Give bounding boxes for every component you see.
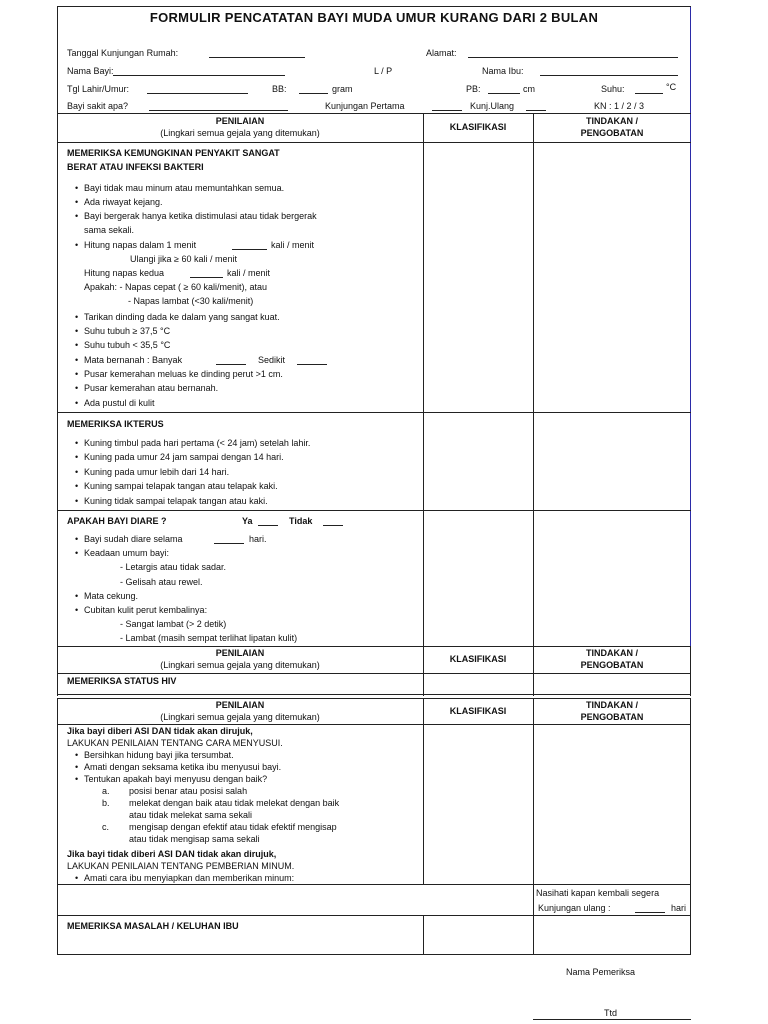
sec3-item: • Bayi sudah diare selama — [84, 534, 183, 545]
sec1-item[interactable]: • Suhu tubuh ≥ 37,5 °C — [84, 326, 170, 337]
col-klasifikasi: KLASIFIKASI — [449, 122, 507, 132]
sec3-item[interactable]: • Mata cekung. — [84, 591, 138, 602]
napas-1-field[interactable] — [232, 240, 267, 250]
sec1-title-1: MEMERIKSA KEMUNGKINAN PENYAKIT SANGAT — [67, 148, 280, 158]
diare-tidak-field[interactable] — [323, 516, 343, 526]
tanggal-label: Tanggal Kunjungan Rumah: — [67, 48, 179, 58]
sec1-item[interactable]: • Ada riwayat kejang. — [84, 197, 163, 208]
col1-mid — [423, 412, 424, 646]
table1-bottom — [57, 412, 691, 413]
table1-col1 — [423, 113, 424, 413]
sec5-line: Jika bayi tidak diberi ASI DAN tidak akan dirujuk, — [67, 849, 277, 859]
sec5-line: Jika bayi diberi ASI DAN tidak akan dirujuk, — [67, 726, 253, 736]
sec1-item[interactable]: • Bayi bergerak hanya ketika distimulasi atau tidak bergerak — [84, 211, 317, 222]
kunjungan-ulang-field[interactable] — [635, 903, 665, 913]
option-label: b. — [102, 798, 110, 808]
tgl-lahir-field[interactable] — [147, 84, 248, 94]
sec2-item[interactable]: • Kuning sampai telapak tangan atau telapak kaki. — [84, 481, 278, 492]
sec3-subitem[interactable]: - Letargis atau tidak sadar. — [120, 562, 227, 572]
bb-field[interactable] — [299, 84, 328, 94]
sec3-subitem[interactable]: - Lambat (masih sempat terlihat lipatan kulit) — [120, 633, 298, 643]
tanggal-field[interactable] — [209, 48, 305, 58]
col-tindakan: TINDAKAN / — [586, 648, 638, 658]
col-pengobatan: PENGOBATAN — [580, 660, 644, 670]
banyak-field[interactable] — [216, 355, 246, 365]
option-label: a. — [102, 786, 110, 796]
sec3-subitem[interactable]: - Sangat lambat (> 2 detik) — [120, 619, 227, 629]
sec4-title: MEMERIKSA STATUS HIV — [67, 676, 177, 686]
frame-top — [57, 6, 691, 7]
sec1-item-cont: sama sekali. — [84, 225, 135, 235]
form-title: FORMULIR PENCATATAN BAYI MUDA UMUR KURANG DARI 2 BULAN — [149, 10, 599, 25]
sec5-line: LAKUKAN PENILAIAN TENTANG CARA MENYUSUI. — [67, 738, 283, 748]
cm-unit: cm — [523, 84, 535, 94]
napas-lambat-option[interactable]: - Napas lambat (<30 kali/menit) — [128, 296, 254, 306]
sec1-item[interactable]: • Ada pustul di kulit — [84, 398, 155, 409]
ulangi-text: Ulangi jika ≥ 60 kali / menit — [130, 254, 237, 264]
sec3-title: APAKAH BAYI DIARE ? — [67, 516, 167, 526]
kn-selector[interactable]: KN : 1 / 2 / 3 — [594, 101, 645, 111]
suhu-label: Suhu: — [601, 84, 625, 94]
melekat-option-cont[interactable]: atau tidak melekat sama sekali — [129, 810, 253, 820]
sec2-item[interactable]: • Kuning pada umur 24 jam sampai dengan 14 hari. — [84, 452, 284, 463]
sec6-title: MEMERIKSA MASALAH / KELUHAN IBU — [67, 921, 239, 931]
col-penilaian: PENILAIAN — [215, 116, 265, 126]
table2-bottom — [57, 694, 691, 695]
kunjungan-pertama-field[interactable] — [432, 101, 462, 111]
col-penilaian-sub: (Lingkari semua gejala yang ditemukan) — [160, 712, 320, 722]
sec1-item: • Hitung napas dalam 1 menit — [84, 240, 196, 251]
gender-label[interactable]: L / P — [374, 66, 393, 76]
col-klasifikasi: KLASIFIKASI — [449, 654, 507, 664]
sec3-left — [57, 510, 58, 646]
col-tindakan: TINDAKAN / — [586, 700, 638, 710]
sec5-item[interactable]: • Amati dengan seksama ketika ibu menyusui bayi. — [84, 762, 281, 773]
napas-2-field[interactable] — [190, 268, 223, 278]
table1-top — [57, 113, 691, 114]
suhu-field[interactable] — [635, 84, 663, 94]
gram-unit: gram — [332, 84, 353, 94]
sec5-item: • Tentukan apakah bayi menyusu dengan baik? — [84, 774, 267, 785]
table1-header-bottom — [57, 142, 691, 143]
table3-top — [57, 698, 691, 699]
table3-bottom — [57, 954, 691, 955]
sec1-item[interactable]: • Tarikan dinding dada ke dalam yang sangat kuat. — [84, 312, 280, 323]
table3-col1 — [423, 698, 424, 884]
sec2-bottom — [57, 510, 691, 511]
alamat-field[interactable] — [468, 48, 678, 58]
nasihat-text: Nasihati kapan kembali segera — [536, 888, 660, 898]
bayi-sakit-field[interactable] — [149, 101, 288, 111]
col-klasifikasi: KLASIFIKASI — [449, 706, 507, 716]
pb-field[interactable] — [488, 84, 520, 94]
col-tindakan: TINDAKAN / — [586, 116, 638, 126]
sec3-bottom — [57, 646, 691, 647]
sedikit-field[interactable] — [297, 355, 327, 365]
table2-header-bottom — [57, 673, 691, 674]
kunj-ulang-field[interactable] — [526, 101, 546, 111]
col-penilaian: PENILAIAN — [215, 648, 265, 658]
table1-col2 — [533, 113, 534, 413]
unit-text: kali / menit — [227, 268, 271, 278]
nama-pemeriksa-label: Nama Pemeriksa — [566, 967, 636, 977]
sec1-item[interactable]: • Pusar kemerahan atau bernanah. — [84, 383, 218, 394]
signature-line[interactable] — [533, 1019, 691, 1020]
frame-left-top — [57, 6, 58, 412]
sec1-item[interactable]: • Pusar kemerahan meluas ke dinding perut >1 cm. — [84, 369, 283, 380]
sec2-item[interactable]: • Kuning pada umur lebih dari 14 hari. — [84, 467, 229, 478]
diare-hari-field[interactable] — [214, 534, 244, 544]
melekat-option[interactable]: melekat dengan baik atau tidak melekat dengan baik — [129, 798, 340, 808]
unit-text: kali / menit — [271, 240, 315, 250]
diare-ya-label[interactable]: Ya — [242, 516, 253, 526]
sec2-item[interactable]: • Kuning tidak sampai telapak tangan atau kaki. — [84, 496, 268, 507]
sec3-item: • Keadaan umum bayi: — [84, 548, 169, 559]
sec5-item[interactable]: • Amati cara ibu menyiapkan dan memberikan minum: — [84, 873, 294, 884]
napas-cepat-option[interactable]: Apakah: - Napas cepat ( ≥ 60 kali/menit), atau — [84, 282, 268, 292]
nama-ibu-label: Nama Ibu: — [482, 66, 524, 76]
sec1-item[interactable]: • Mata bernanah : Banyak — [84, 355, 182, 366]
nama-bayi-field[interactable] — [113, 66, 285, 76]
pb-label: PB: — [466, 84, 481, 94]
ttd-label: Ttd — [604, 1008, 618, 1018]
nasihat-row-top — [57, 884, 691, 885]
diare-tidak-label[interactable]: Tidak — [289, 516, 313, 526]
col-pengobatan: PENGOBATAN — [580, 712, 644, 722]
col-penilaian-sub: (Lingkari semua gejala yang ditemukan) — [160, 128, 320, 138]
sec1-item[interactable]: • Bayi tidak mau minum atau memuntahkan semua. — [84, 183, 284, 194]
sec3-item: • Cubitan kulit perut kembalinya: — [84, 605, 207, 616]
nama-ibu-field[interactable] — [540, 66, 678, 76]
sec3-subitem[interactable]: - Gelisah atau rewel. — [120, 577, 203, 587]
celsius-unit: °C — [666, 82, 677, 92]
sedikit-label[interactable]: Sedikit — [258, 355, 286, 365]
sec1-title-2: BERAT ATAU INFEKSI BAKTERI — [67, 162, 204, 172]
sec5-line: LAKUKAN PENILAIAN TENTANG PEMBERIAN MINUM. — [67, 861, 295, 871]
col-pengobatan: PENGOBATAN — [580, 128, 644, 138]
kunjungan-ulang-label: Kunjungan ulang : — [538, 903, 611, 913]
col-penilaian-sub: (Lingkari semua gejala yang ditemukan) — [160, 660, 320, 670]
col-penilaian: PENILAIAN — [215, 700, 265, 710]
sec1-item[interactable]: • Suhu tubuh < 35,5 °C — [84, 340, 170, 351]
sec6-col1 — [423, 915, 424, 955]
kunjungan-pertama-label: Kunjungan Pertama — [325, 101, 405, 111]
mengisap-option-cont[interactable]: atau tidak mengisap sama sekali — [129, 834, 260, 844]
nama-bayi-label: Nama Bayi: — [67, 66, 114, 76]
posisi-option[interactable]: posisi benar atau posisi salah — [129, 786, 248, 796]
frame-right-blue — [690, 6, 691, 646]
tgl-lahir-label: Tgl Lahir/Umur: — [67, 84, 130, 94]
col2-mid — [533, 412, 534, 646]
mengisap-option[interactable]: mengisap dengan efektif atau tidak efektif mengisap — [129, 822, 337, 832]
bb-label: BB: — [272, 84, 287, 94]
sec2-item[interactable]: • Kuning timbul pada hari pertama (< 24 jam) setelah lahir. — [84, 438, 310, 449]
sec2-left — [57, 412, 58, 510]
diare-ya-field[interactable] — [258, 516, 278, 526]
sec5-item[interactable]: • Bersihkan hidung bayi jika tersumbat. — [84, 750, 234, 761]
sec6-top — [57, 915, 691, 916]
kunj-ulang-label: Kunj.Ulang — [470, 101, 515, 111]
napas-kedua-label: Hitung napas kedua — [84, 268, 165, 278]
bayi-sakit-label: Bayi sakit apa? — [67, 101, 129, 111]
hari-unit: hari. — [249, 534, 267, 544]
alamat-label: Alamat: — [426, 48, 457, 58]
sec2-title: MEMERIKSA IKTERUS — [67, 419, 164, 429]
option-label: c. — [102, 822, 110, 832]
hari-unit: hari — [671, 903, 687, 913]
table3-header-bottom — [57, 724, 691, 725]
